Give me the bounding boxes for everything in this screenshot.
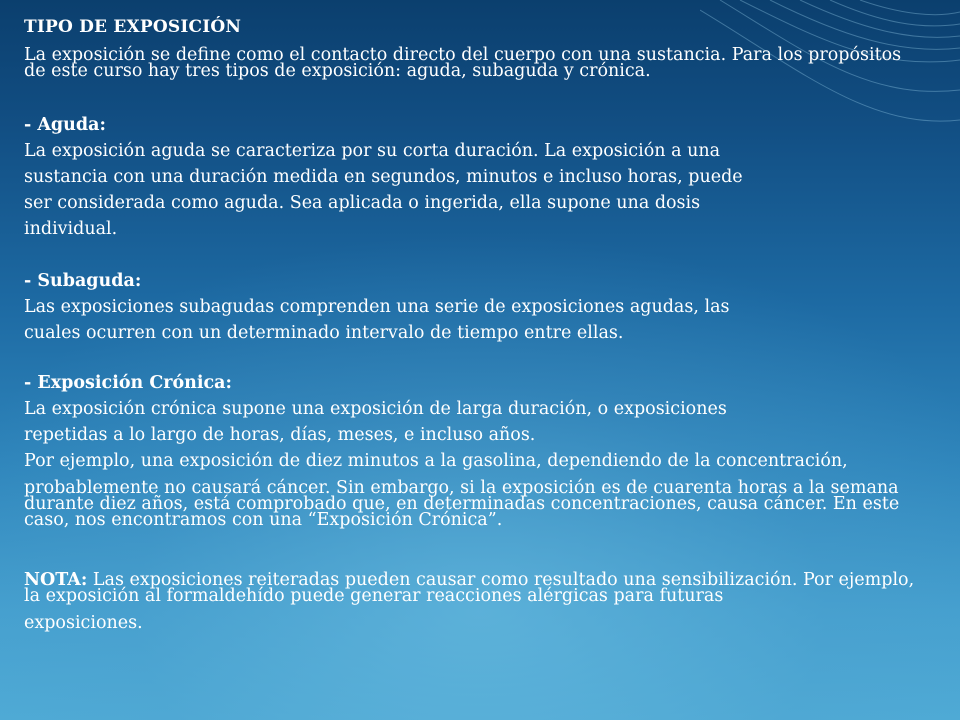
slide-title: TIPO DE EXPOSICIÓN	[24, 17, 242, 37]
cronica-paragraph	[24, 396, 936, 474]
cronica-example-line: probablemente no causará cáncer. Sin embargo, si la exposición es de cuarenta horas a la semana	[24, 478, 899, 498]
cronica-line: Por ejemplo, una exposición de diez minutos a la gasolina, dependiendo de la concentración,	[24, 451, 848, 471]
nota-line: Las exposiciones reiteradas pueden causar como resultado una sensibilización. Por ejemplo,	[87, 570, 915, 590]
aguda-line: La exposición aguda se caracteriza por su corta duración. La exposición a una	[24, 141, 721, 161]
nota-line: la exposición al formaldehído puede generar reacciones alérgicas para futuras	[24, 586, 724, 606]
subaguda-paragraph	[24, 294, 936, 346]
intro-line: de este curso hay tres tipos de exposición: aguda, subaguda y crónica.	[24, 61, 651, 81]
aguda-line: ser considerada como aguda. Sea aplicada o ingerida, ella supone una dosis	[24, 193, 701, 213]
aguda-line: sustancia con una duración medida en segundos, minutos e incluso horas, puede	[24, 167, 743, 187]
subaguda-line: cuales ocurren con un determinado intervalo de tiempo entre ellas.	[24, 323, 624, 343]
nota-label: NOTA:	[24, 570, 88, 590]
cronica-example-paragraph	[24, 480, 936, 528]
intro-paragraph	[24, 47, 936, 79]
cronica-example-line: durante diez años, está comprobado que, en determinadas concentraciones, causa cáncer. En este	[24, 494, 900, 514]
intro-line: La exposición se define como el contacto directo del cuerpo con una sustancia. Para los propósitos	[24, 45, 902, 65]
aguda-heading: - Aguda:	[24, 115, 106, 135]
nota-last-line: exposiciones.	[24, 613, 143, 633]
cronica-line: La exposición crónica supone una exposición de larga duración, o exposiciones	[24, 399, 727, 419]
aguda-paragraph	[24, 138, 936, 242]
cronica-example-line: caso, nos encontramos con una “Exposición Crónica”.	[24, 510, 503, 530]
nota-paragraph	[24, 572, 936, 604]
cronica-heading: - Exposición Crónica:	[24, 373, 232, 393]
subaguda-heading: - Subaguda:	[24, 271, 142, 291]
subaguda-line: Las exposiciones subagudas comprenden una serie de exposiciones agudas, las	[24, 297, 730, 317]
slide-content	[24, 14, 936, 714]
cronica-line: repetidas a lo largo de horas, días, meses, e incluso años.	[24, 425, 536, 445]
aguda-line: individual.	[24, 219, 118, 239]
